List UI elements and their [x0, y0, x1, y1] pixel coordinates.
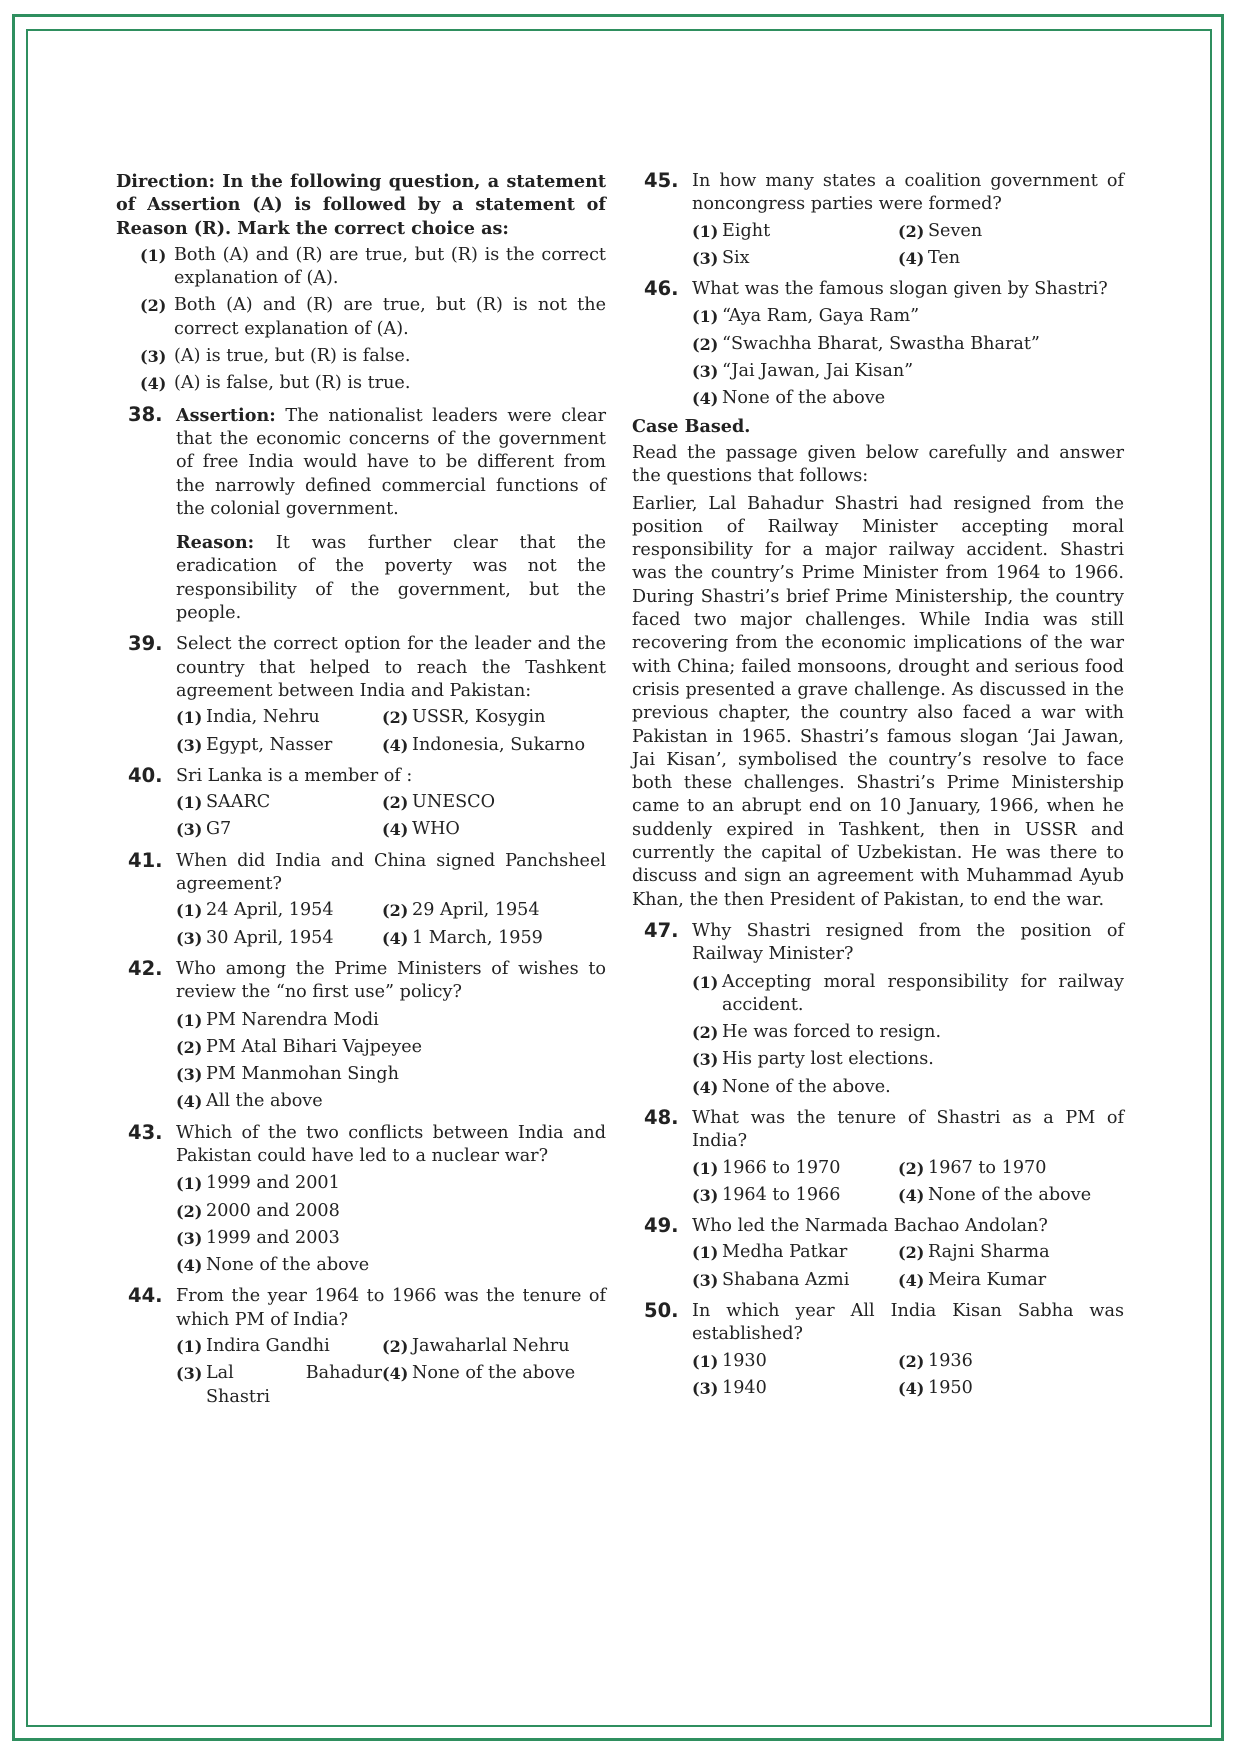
option-number: (1)	[176, 1174, 203, 1194]
direction-text: Direction: In the following question, a statement of Assertion (A) is followed by a statement of Reason (R). Mark the correct choice as:	[116, 171, 606, 239]
option-text: Egypt, Nasser	[206, 734, 333, 755]
option	[898, 1377, 1124, 1400]
option-number: (4)	[382, 735, 409, 755]
option-number: (3)	[692, 362, 719, 382]
question-number: 46.	[644, 277, 679, 301]
option-text: 1967 to 1970	[928, 1157, 1047, 1178]
option	[176, 1254, 606, 1277]
option-text: None of the above	[412, 1363, 576, 1384]
direction-options	[116, 244, 606, 396]
option-number: (1)	[176, 708, 203, 728]
option	[692, 220, 898, 243]
question-number: 41.	[128, 848, 163, 872]
option-number: (2)	[898, 1158, 925, 1178]
option-text: PM Atal Bihari Vajpeyee	[206, 1036, 423, 1057]
question-text: Why Shastri resigned from the position of Railway Minister?	[692, 920, 1124, 965]
question-text: Sri Lanka is a member of :	[176, 765, 413, 786]
option-text: Accepting moral responsibility for railway accident.	[722, 971, 1124, 1015]
option	[692, 1241, 898, 1264]
option-number: (2)	[176, 1201, 203, 1221]
option-text: All the above	[206, 1091, 323, 1112]
option-text: 1 March, 1959	[412, 927, 543, 948]
option-text: PM Manmohan Singh	[206, 1064, 399, 1085]
question-47-options	[632, 971, 1124, 1099]
option-number: (1)	[692, 1158, 719, 1178]
option	[176, 791, 382, 814]
option-number: (1)	[692, 1243, 719, 1263]
option	[176, 899, 382, 922]
option	[176, 734, 382, 757]
question-text: Which of the two conflicts between India and Pakistan could have led to a nuclear war?	[176, 1122, 606, 1166]
question-50-options	[632, 1350, 1124, 1401]
question-40-options	[116, 791, 606, 842]
option-number: (2)	[898, 1243, 925, 1263]
option-number: (3)	[176, 928, 203, 948]
option-text: 2000 and 2008	[206, 1200, 340, 1221]
option-text: Ten	[928, 247, 961, 268]
option-number: (2)	[140, 296, 167, 316]
question-39	[116, 633, 606, 703]
option-text: UNESCO	[412, 792, 496, 813]
direction-option	[140, 244, 606, 291]
option-number: (3)	[140, 347, 167, 367]
question-number: 39.	[128, 632, 163, 656]
option	[692, 360, 1124, 383]
question-49-options	[632, 1241, 1124, 1292]
option-text: 1966 to 1970	[722, 1157, 841, 1178]
option-text: Seven	[928, 220, 983, 241]
question-number: 40.	[128, 763, 163, 787]
option-number: (1)	[176, 1337, 203, 1357]
option	[692, 247, 898, 270]
option	[898, 247, 1124, 270]
option	[692, 387, 1124, 410]
option	[692, 1269, 898, 1292]
question-45	[632, 170, 1124, 217]
option-number: (1)	[692, 972, 719, 992]
option-text: 1999 and 2003	[206, 1227, 340, 1248]
option-text: 1964 to 1966	[722, 1184, 841, 1205]
option-text: None of the above.	[722, 1076, 891, 1097]
option-number: (4)	[898, 248, 925, 268]
option-number: (3)	[692, 1050, 719, 1070]
direction-option	[140, 345, 606, 368]
option-text: “Jai Jawan, Jai Kisan”	[722, 361, 914, 382]
question-41-options	[116, 899, 606, 950]
option-text: Six	[722, 247, 750, 268]
option-text: 1999 and 2001	[206, 1173, 340, 1194]
question-39-options	[116, 706, 606, 757]
left-column	[116, 170, 606, 1409]
option-number: (2)	[176, 1037, 203, 1057]
question-number: 50.	[644, 1299, 679, 1323]
question-43-options	[116, 1172, 606, 1277]
option-text: Indira Gandhi	[206, 1336, 330, 1357]
question-49	[632, 1215, 1124, 1238]
option	[692, 1021, 1124, 1044]
option	[692, 1157, 898, 1180]
option	[176, 1063, 606, 1086]
option-text: His party lost elections.	[722, 1049, 934, 1070]
option-text: 1930	[722, 1350, 767, 1371]
question-38	[116, 404, 606, 521]
option-text: WHO	[412, 819, 460, 840]
question-number: 47.	[644, 918, 679, 942]
option-number: (2)	[382, 1337, 409, 1357]
option	[176, 1335, 382, 1358]
option	[382, 899, 606, 922]
option	[382, 706, 606, 729]
option-number: (2)	[692, 1023, 719, 1043]
option	[692, 333, 1124, 356]
question-46	[632, 278, 1124, 301]
option-text: Medha Patkar	[722, 1242, 848, 1263]
case-passage: Earlier, Lal Bahadur Shastri had resigned from the position of Railway Minister accepting moral responsibility for a major railway accident. Shastri was the country’s Prime Minister from 1964 to 1966. During Shastri’s brief Prime Ministership, the country faced two major challenges. While India was still recovering from the economic implications of the war with China; failed monsoons, drought and serious food crisis presented a grave challenge. As discussed in the previous chapter, the country also faced a war with Pakistan in 1965. Shastri’s famous slogan ‘Jai Jawan, Jai Kisan’, symbolised the country’s resolve to face both these challenges. Shastri’s Prime Ministership came to an abrupt end on 10 January, 1966, when he suddenly expired in Tashkent, then in USSR and currently the capital of Uzbekistan. He was there to discuss and sign an agreement with Muhammad Ayub Khan, the then President of Pakistan, to end the war.	[632, 493, 1124, 910]
option-text: Both (A) and (R) are true, but (R) is the correct explanation of (A).	[174, 244, 606, 289]
option-number: (4)	[176, 1256, 203, 1276]
option	[382, 1335, 606, 1358]
question-48	[632, 1107, 1124, 1154]
option	[176, 1227, 606, 1250]
case-instruction: Read the passage given below carefully and answer the questions that follows:	[632, 442, 1124, 487]
option-number: (4)	[692, 389, 719, 409]
question-number: 43.	[128, 1120, 163, 1144]
option	[176, 1172, 606, 1195]
question-46-options	[632, 305, 1124, 410]
option-text: “Swachha Bharat, Swastha Bharat”	[722, 333, 1040, 354]
option-number: (3)	[692, 1378, 719, 1398]
option-text: 29 April, 1954	[412, 900, 540, 921]
option	[692, 971, 1124, 1018]
option	[176, 1362, 382, 1409]
question-number: 45.	[644, 169, 679, 192]
option-number: (4)	[382, 820, 409, 840]
option	[382, 1362, 606, 1409]
option	[176, 1036, 606, 1059]
option	[382, 791, 606, 814]
question-text: In how many states a coalition government of noncongress parties were formed?	[692, 171, 1124, 215]
option-text: Rajni Sharma	[928, 1242, 1050, 1263]
option-text: None of the above	[722, 388, 886, 409]
option	[382, 927, 606, 950]
option	[176, 1090, 606, 1113]
question-text: Who led the Narmada Bachao Andolan?	[692, 1216, 1048, 1237]
question-44-options	[116, 1335, 606, 1409]
assertion-label: Assertion:	[176, 404, 276, 426]
option-number: (4)	[176, 1092, 203, 1112]
option	[898, 1269, 1124, 1292]
question-text: What was the tenure of Shastri as a PM of India?	[692, 1107, 1124, 1152]
question-number: 48.	[644, 1105, 679, 1129]
option	[176, 706, 382, 729]
question-text: When did India and China signed Panchsheel agreement?	[176, 850, 606, 895]
option-number: (1)	[176, 793, 203, 813]
question-43	[116, 1122, 606, 1169]
option	[382, 818, 606, 841]
option-number: (3)	[176, 1065, 203, 1085]
option-number: (3)	[692, 1185, 719, 1205]
option-text: He was forced to resign.	[722, 1022, 942, 1043]
option-number: (2)	[382, 793, 409, 813]
option-text: Indonesia, Sukarno	[412, 734, 586, 755]
option-text: “Aya Ram, Gaya Ram”	[722, 306, 920, 327]
option-number: (4)	[898, 1185, 925, 1205]
option-number: (4)	[692, 1077, 719, 1097]
option	[692, 1048, 1124, 1071]
option-text: Shabana Azmi	[722, 1269, 850, 1290]
option-number: (1)	[176, 1010, 203, 1030]
option-text: Lal Bahadur Shastri	[206, 1363, 382, 1407]
option	[692, 1377, 898, 1400]
option-number: (4)	[140, 374, 167, 394]
option-text: 1936	[928, 1350, 973, 1371]
option	[898, 1157, 1124, 1180]
option-text: Eight	[722, 220, 771, 241]
option-number: (4)	[898, 1270, 925, 1290]
option-number: (2)	[898, 1351, 925, 1371]
option-number: (3)	[176, 820, 203, 840]
assertion-text: The nationalist leaders were clear that the economic concerns of the government of free India would have to be different from the narrowly defined commercial functions of the colonial government.	[176, 405, 607, 519]
reason-statement	[116, 531, 606, 625]
option-number: (1)	[692, 307, 719, 327]
question-number: 44.	[128, 1284, 163, 1308]
option	[692, 305, 1124, 328]
option-text: G7	[206, 819, 232, 840]
option-text: 1950	[928, 1377, 973, 1398]
option-text: USSR, Kosygin	[412, 707, 546, 728]
option-number: (2)	[692, 334, 719, 354]
direction-option	[140, 294, 606, 341]
question-42	[116, 958, 606, 1005]
question-40	[116, 765, 606, 788]
question-42-options	[116, 1009, 606, 1114]
question-48-options	[632, 1157, 1124, 1208]
question-text: Select the correct option for the leader and the country that helped to reach the Tashkent agreement between India and Pakistan:	[176, 634, 606, 701]
option-text: (A) is false, but (R) is true.	[174, 373, 411, 394]
option-number: (4)	[382, 1364, 409, 1384]
option-text: Meira Kumar	[928, 1269, 1047, 1290]
option-text: 1940	[722, 1377, 767, 1398]
option	[898, 1184, 1124, 1207]
option-number: (3)	[176, 1364, 203, 1384]
option	[898, 1350, 1124, 1373]
option-text: (A) is true, but (R) is false.	[174, 346, 411, 367]
option	[176, 1009, 606, 1032]
option	[692, 1184, 898, 1207]
question-text: From the year 1964 to 1966 was the tenure of which PM of India?	[176, 1286, 606, 1330]
option-text: 24 April, 1954	[206, 900, 334, 921]
option	[176, 1200, 606, 1223]
option-text: None of the above	[928, 1184, 1092, 1205]
option-text: Both (A) and (R) are true, but (R) is not the correct explanation of (A).	[174, 295, 606, 339]
reason-label: Reason:	[176, 532, 255, 554]
option	[382, 734, 606, 757]
question-number: 42.	[128, 956, 163, 980]
option-number: (2)	[382, 708, 409, 728]
option-text: India, Nehru	[206, 707, 320, 728]
reason-text: It was further clear that the eradication of the poverty was not the responsibility of the government, but the people.	[176, 533, 606, 624]
option-number: (1)	[692, 221, 719, 241]
question-text: Who among the Prime Ministers of wishes to review the “no first use” policy?	[176, 958, 606, 1003]
question-45-options	[632, 220, 1124, 271]
direction-option	[140, 372, 606, 395]
option	[692, 1350, 898, 1373]
right-column	[632, 170, 1124, 1400]
option-number: (1)	[176, 901, 203, 921]
option	[176, 927, 382, 950]
question-text: In which year All India Kisan Sabha was established?	[692, 1301, 1124, 1345]
question-41	[116, 850, 606, 897]
option-number: (2)	[382, 901, 409, 921]
option-text: 30 April, 1954	[206, 927, 334, 948]
option-number: (3)	[692, 248, 719, 268]
option-number: (3)	[692, 1270, 719, 1290]
option	[898, 1241, 1124, 1264]
question-50	[632, 1300, 1124, 1347]
option	[898, 220, 1124, 243]
question-47	[632, 920, 1124, 967]
option-number: (1)	[692, 1351, 719, 1371]
option-number: (1)	[140, 245, 167, 265]
option	[692, 1076, 1124, 1099]
question-number: 38.	[128, 402, 163, 426]
option-text: SAARC	[206, 792, 271, 813]
option-number: (2)	[898, 221, 925, 241]
option-text: Jawaharlal Nehru	[412, 1336, 570, 1357]
case-based-heading: Case Based.	[632, 415, 751, 437]
option-number: (4)	[382, 928, 409, 948]
option	[176, 818, 382, 841]
option-text: PM Narendra Modi	[206, 1009, 379, 1030]
option-number: (3)	[176, 735, 203, 755]
option-number: (4)	[898, 1378, 925, 1398]
question-number: 49.	[644, 1214, 679, 1238]
option-number: (3)	[176, 1228, 203, 1248]
question-44	[116, 1285, 606, 1332]
option-text: None of the above	[206, 1255, 370, 1276]
question-text: What was the famous slogan given by Shastri?	[692, 279, 1108, 300]
